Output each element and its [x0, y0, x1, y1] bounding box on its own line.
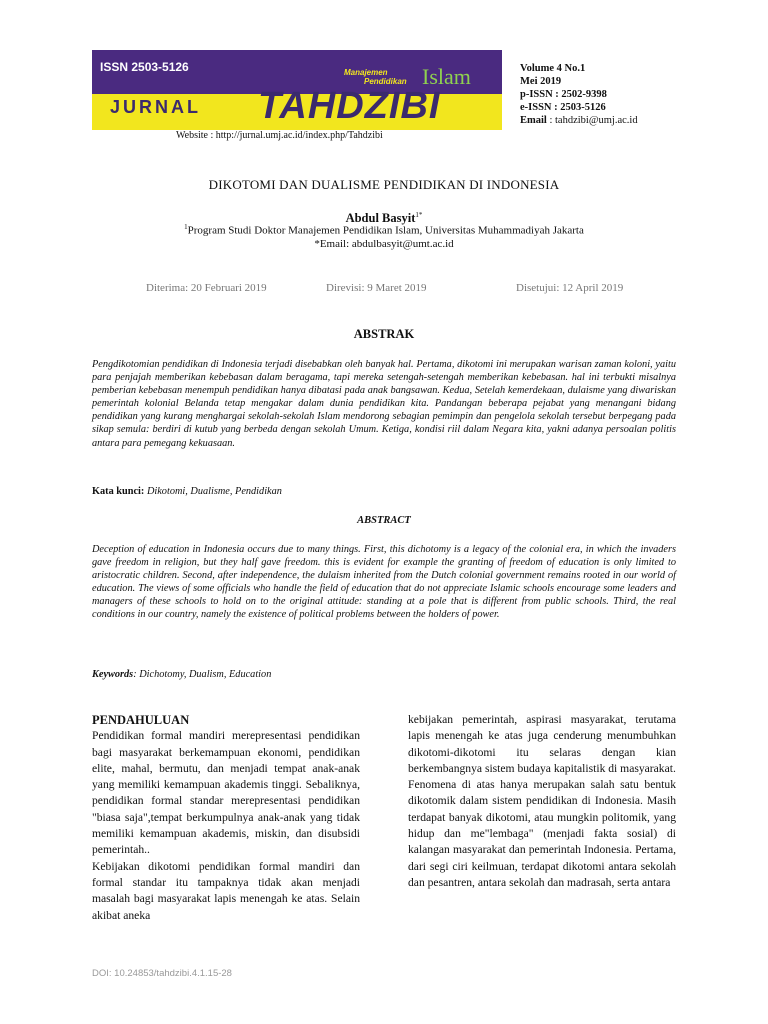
banner-subtitle-line1: Manajemen [344, 68, 388, 77]
abstrak-text: Pengdikotomian pendidikan di Indonesia terjadi disebabkan oleh banyak hal. Pertama, dikotomi ini merupakan warisan zaman koloni, yaitu para penjajah memberikan kebebasan dalam beragama, tapi mereka setengah-setengah memberikan kebebasan. hal ini terbukti misalnya pemberian kebebasan menempuh pendidikan hanya dibatasi pada anak bangsawan. Kedua, Setelah kemerdekaan, dulaisme yang diwariskan pemerintah kolonial Belanda tetap mengakar dalam dunia pendidikan kita. Pandangan beberapa pejabat yang menangani bidang pendidikan yang kurang menghargai sekolah-sekolah Islam mendorong sebagian pemimpin dan pengelola sekolah tersebut berpegang pada sikap semula: berdiri di kutub yang berbeda dengan sekolah Umum. Ketiga, kondisi riil dalam Negara kita, yakni adanya persoalan politis antara para pemegang kekuasaan. [92, 359, 676, 449]
section-heading-pendahuluan: PENDAHULUAN [92, 713, 190, 727]
author-affiliation [0, 223, 768, 237]
banner-issn: ISSN 2503-5126 [100, 60, 189, 74]
body-paragraph: Kebijakan dikotomi pendidikan formal mandiri dan formal standar itu tampaknya tidak akan menjadi masalah bagi masyarakat lapis menengah ke atas. Selain akibat aneka [92, 859, 360, 922]
kata-kunci [92, 486, 282, 497]
article-title: DIKOTOMI DAN DUALISME PENDIDIKAN DI INDONESIA [208, 177, 560, 192]
author-superscript: 1* [415, 211, 423, 219]
accepted-date: Disetujui: 12 April 2019 [516, 282, 624, 294]
keywords-en-values: : Dichotomy, Dualism, Education [133, 669, 272, 680]
abstrak-heading: ABSTRAK [353, 327, 415, 341]
keywords-en-label: Keywords [92, 669, 134, 680]
body-paragraph: Fenomena di atas hanya merupakan salah satu bentuk dikotomik dalam sistem pendidikan di Indonesia. Masih terdapat banyak dikotomi, atau mungkin politomik, yang hidup dan me"lembaga" (menjadi fakta sosial) di kalangan masyarakat dan pemerintah Indonesia. Pertama, dari segi ciri keilmuan, terdapat dikotomi antara sekolah dan pesantren, antara sekolah dan madrasah, serta antara [408, 778, 676, 889]
keywords-en [92, 669, 271, 680]
banner-jurnal-word: JURNAL [110, 97, 202, 117]
affiliation-text: Program Studi Doktor Manajemen Pendidikan Islam, Universitas Muhammadiyah Jakarta [187, 224, 584, 237]
doi-footer[interactable]: DOI: 10.24853/tahdzibi.4.1.15-28 [92, 968, 232, 979]
issue-date: Mei 2019 [520, 76, 562, 87]
email-value[interactable]: : tahdzibi@umj.ac.id [549, 115, 638, 126]
banner-journal-name: TAHDZIBI [258, 85, 441, 127]
body-column-left [92, 712, 360, 924]
author-name-text: Abdul Basyit [345, 211, 416, 226]
received-date: Diterima: 20 Februari 2019 [146, 282, 267, 294]
kata-kunci-values: Dikotomi, Dualisme, Pendidikan [146, 486, 282, 497]
email-label: Email [520, 115, 547, 126]
author-email: *Email: abdulbasyit@umt.ac.id [314, 238, 454, 250]
banner-islam-word: Islam [422, 64, 471, 89]
e-issn: e-ISSN : 2503-5126 [520, 102, 606, 113]
body-paragraph: kebijakan pemerintah, aspirasi masyarakat, terutama lapis menengah ke atas juga cenderung menumbuhkan dikotomi-dikotomi itu selaras dengan kian berkembangnya sistem budaya kapitalistik di masyarakat. [408, 713, 676, 775]
body-paragraph: Pendidikan formal mandiri merepresentasi pendidikan bagi masyarakat berkemampuan ekonomi, pendidikan elite, mahal, bermutu, dan menjadi tempat anak-anak yang memiliki kemampuan akademis tinggi. Sebaliknya, pendidikan formal standar merepresentasi pendidikan "biasa saja",tempat berkumpulnya anak-anak yang tidak memiliki kemampuan akademis, miskin, dan disubsidi pemerintah.. [92, 729, 360, 857]
body-column-right [408, 712, 676, 891]
abstract-text: Deception of education in Indonesia occurs due to many things. First, this dichotomy is a legacy of the colonial era, in which the invaders gave freedom in religion, but they half gave freedom. this is evident for example the granting of freedom of education is only limited to aristocratic children. Second, after independence, the dulaism inherited from the Dutch colonial government remains rooted in our world of education. The views of some officials who handle the field of education that do not appreciate Islamic schools encourage some leaders and managers of these schools to hold on to the original attitude: standing at a pole that is different from public schools. Third, the real conditions in our country, namely the existence of political problems between the holders of power. [92, 544, 676, 621]
journal-email [520, 114, 638, 127]
journal-website-link[interactable]: Website : http://jurnal.umj.ac.id/index.php/Tahdzibi [176, 130, 383, 141]
affiliation-superscript: 1 [184, 223, 188, 231]
abstract-heading: ABSTRACT [357, 515, 411, 526]
volume-number: Volume 4 No.1 [520, 63, 586, 74]
journal-volume-info [520, 62, 638, 127]
revised-date: Direvisi: 9 Maret 2019 [326, 282, 427, 294]
banner-subtitle-line2: Pendidikan [364, 77, 407, 86]
p-issn: p-ISSN : 2502-9398 [520, 89, 607, 100]
kata-kunci-label: Kata kunci: [92, 486, 145, 497]
journal-banner [92, 50, 502, 130]
